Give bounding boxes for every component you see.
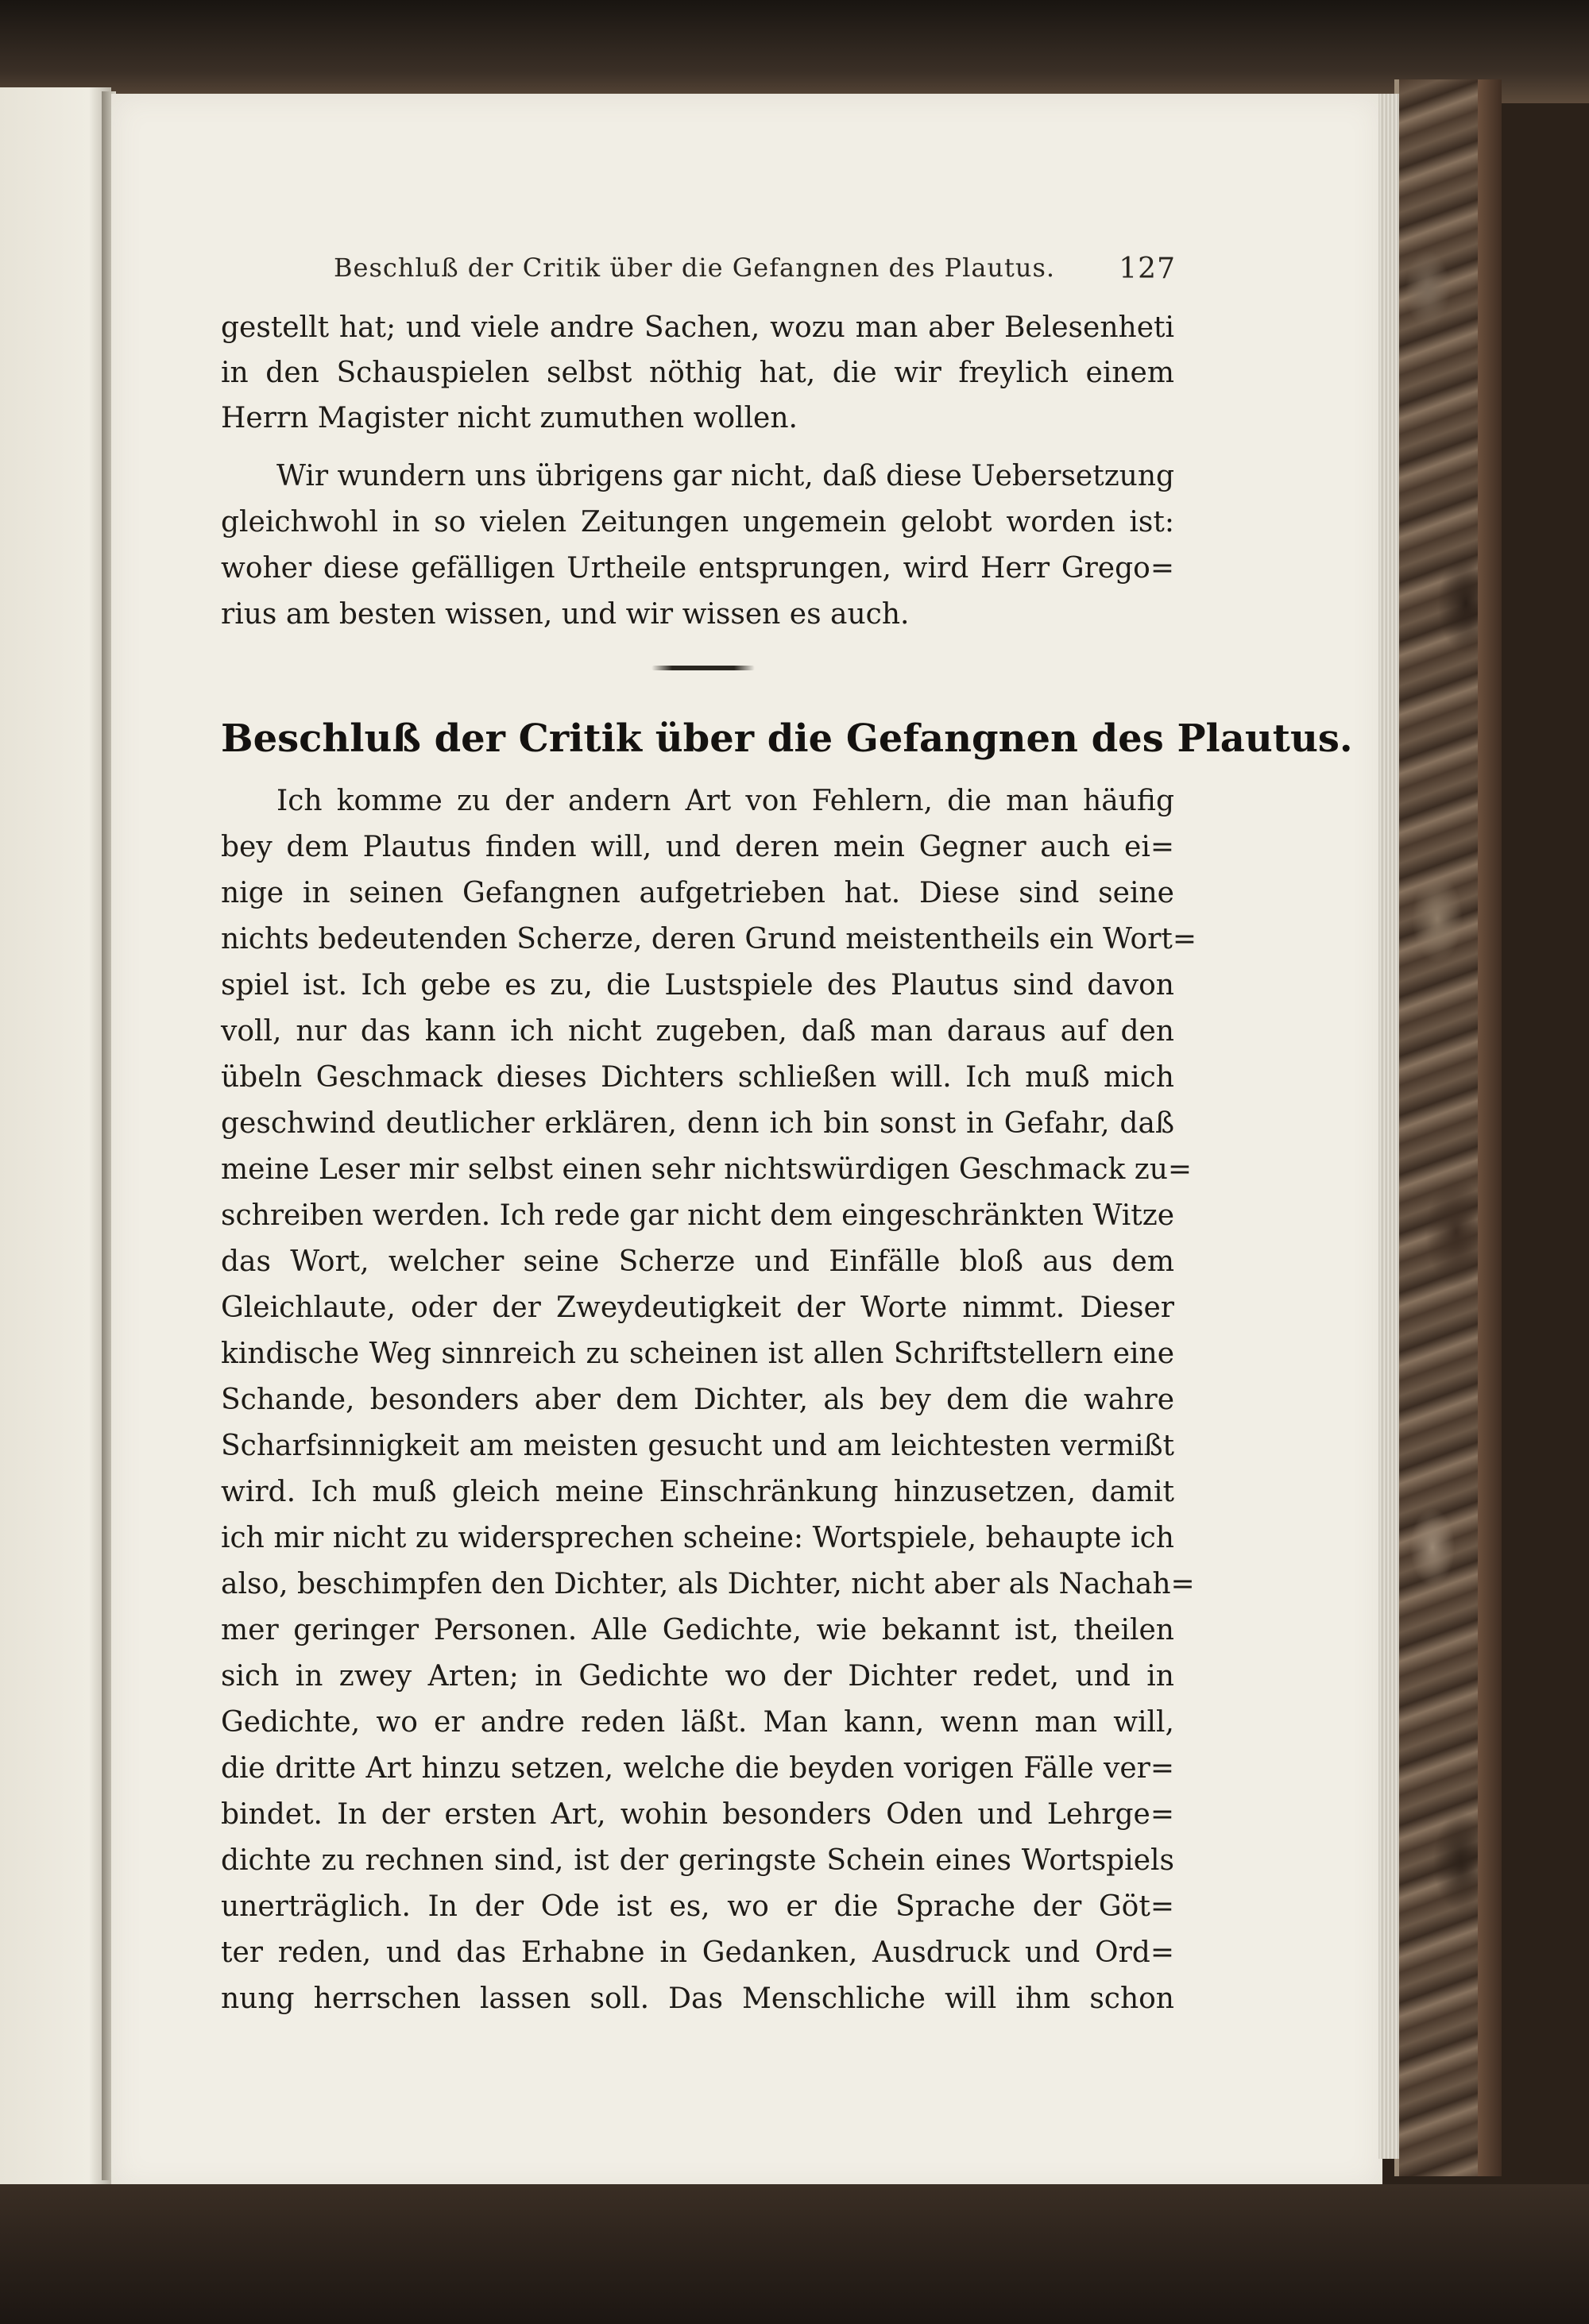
text-line: in den Schauspielen selbst nöthig hat, die wir freylich einem — [221, 357, 1174, 389]
text-line: wird. Ich muß gleich meine Einschränkung hinzusetzen, damit — [221, 1476, 1174, 1508]
text-line: unerträglich. In der Ode ist es, wo er die Sprache der Göt= — [221, 1890, 1174, 1923]
text-line: übeln Geschmack dieses Dichters schließen will. Ich muß mich — [221, 1061, 1174, 1094]
text-line: gleichwohl in so vielen Zeitungen ungemein gelobt worden ist: — [221, 506, 1174, 539]
text-line: geschwind deutlicher erklären, denn ich bin sonst in Gefahr, daß — [221, 1107, 1174, 1140]
running-head-title: Beschluß der Critik über die Gefangnen des Plautus. — [334, 253, 1056, 283]
running-head — [334, 253, 1176, 286]
text-line: Gleichlaute, oder der Zweydeutigkeit der Worte nimmt. Dieser — [221, 1291, 1174, 1324]
page-edges — [1378, 94, 1399, 2159]
text-line: Gedichte, wo er andre reden läßt. Man kann, wenn man will, — [221, 1706, 1174, 1739]
text-line: also, beschimpfen den Dichter, als Dichter, nicht aber als Nachah= — [221, 1568, 1195, 1600]
background-bottom — [0, 2184, 1589, 2324]
text-line: nung herrschen lassen soll. Das Menschliche will ihm schon — [221, 1982, 1174, 2015]
text-line: Wir wundern uns übrigens gar nicht, daß diese Uebersetzung — [276, 460, 1175, 492]
text-line: spiel ist. Ich gebe es zu, die Lustspiele des Plautus sind davon — [221, 969, 1174, 1002]
section-divider — [651, 666, 755, 670]
text-line: dichte zu rechnen sind, ist der geringste Schein eines Wortspiels — [221, 1844, 1174, 1877]
background-top — [0, 0, 1589, 103]
text-line: bindet. In der ersten Art, wohin besonders Oden und Lehrge= — [221, 1798, 1174, 1831]
text-line: schreiben werden. Ich rede gar nicht dem eingeschränkten Witze — [221, 1199, 1174, 1232]
text-line: ich mir nicht zu widersprechen scheine: Wortspiele, behaupte ich — [221, 1522, 1174, 1554]
left-page — [0, 87, 111, 2184]
section-heading: Beschluß der Critik über die Gefangnen des Plautus. — [221, 716, 1353, 761]
text-line: Schande, besonders aber dem Dichter, als bey dem die wahre — [221, 1384, 1174, 1416]
text-line: das Wort, welcher seine Scherze und Einfälle bloß aus dem — [221, 1245, 1174, 1278]
text-line: ter reden, und das Erhabne in Gedanken, Ausdruck und Ord= — [221, 1936, 1174, 1969]
text-line: Herrn Magister nicht zumuthen wollen. — [221, 402, 798, 434]
text-line: meine Leser mir selbst einen sehr nichtswürdigen Geschmack zu= — [221, 1153, 1193, 1186]
text-line: nichts bedeutenden Scherze, deren Grund meistentheils ein Wort= — [221, 923, 1197, 955]
text-line: Ich komme zu der andern Art von Fehlern, die man häufig — [276, 785, 1174, 817]
text-line: kindische Weg sinnreich zu scheinen ist allen Schriftstellern eine — [221, 1338, 1174, 1370]
text-line: mer geringer Personen. Alle Gedichte, wie bekannt ist, theilen — [221, 1614, 1174, 1646]
text-line: nige in seinen Gefangnen aufgetrieben hat. Diese sind seine — [221, 877, 1174, 909]
board-edge — [1478, 79, 1502, 2176]
text-line: sich in zwey Arten; in Gedichte wo der Dichter redet, und in — [221, 1660, 1174, 1693]
text-line: voll, nur das kann ich nicht zugeben, daß man daraus auf den — [221, 1015, 1174, 1048]
text-line: gestellt hat; und viele andre Sachen, wozu man aber Belesenheti — [221, 311, 1174, 344]
text-line: Scharfsinnigkeit am meisten gesucht und am leichtesten vermißt — [221, 1430, 1174, 1462]
text-line: woher diese gefälligen Urtheile entsprungen, wird Herr Grego= — [221, 552, 1174, 585]
text-line: rius am besten wissen, und wir wissen es auch. — [221, 598, 910, 631]
page-number: 127 — [1119, 253, 1176, 285]
text-line: die dritte Art hinzu setzen, welche die beyden vorigen Fälle ver= — [221, 1752, 1174, 1785]
text-line: bey dem Plautus finden will, und deren mein Gegner auch ei= — [221, 831, 1174, 863]
